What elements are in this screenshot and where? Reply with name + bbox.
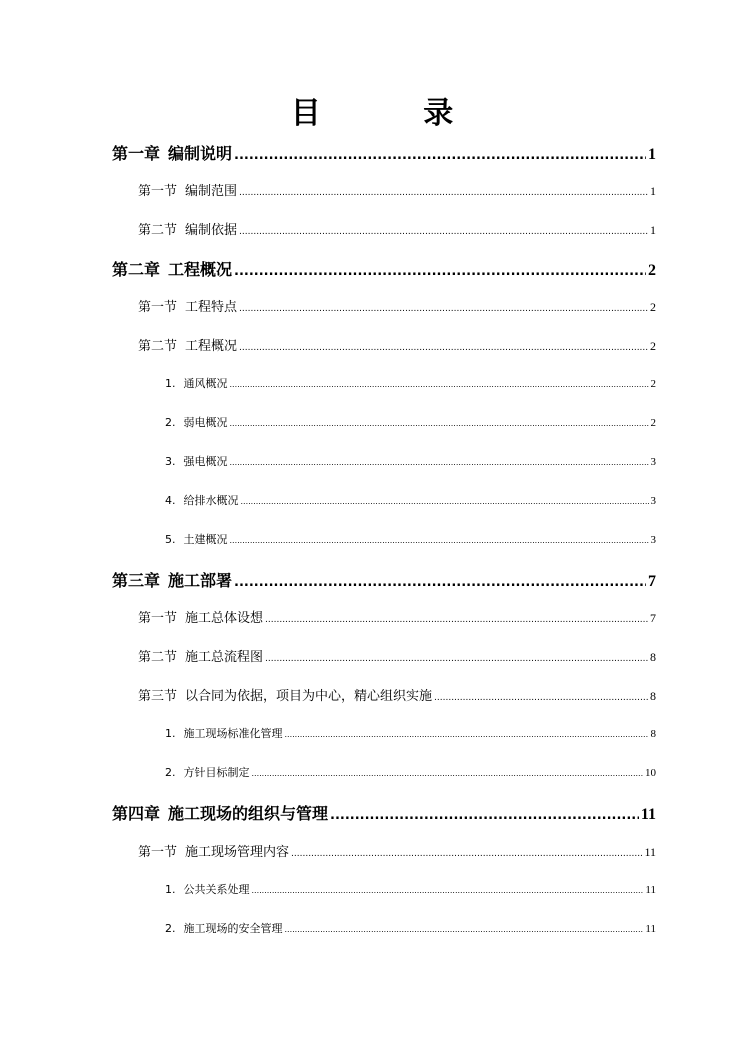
toc-label: 第一节 xyxy=(138,611,178,626)
toc-page-number: 2 xyxy=(650,378,656,390)
toc-label: 第四章 xyxy=(112,804,161,823)
dot-leader xyxy=(234,148,646,163)
toc-title: 施工现场的组织与管理 xyxy=(168,804,329,823)
dot-leader xyxy=(234,264,646,279)
toc-item-2-2-3[interactable] xyxy=(165,453,656,469)
toc-title: 公共关系处理 xyxy=(183,883,250,896)
toc-title: 施工总流程图 xyxy=(185,650,264,665)
toc-section-1-1[interactable] xyxy=(138,180,656,199)
toc-title: 编制说明 xyxy=(168,144,233,163)
page-title: 目 录 xyxy=(290,96,500,131)
toc-page-number: 8 xyxy=(650,689,656,703)
dot-leader xyxy=(230,536,649,545)
toc-page-number: 1 xyxy=(650,223,656,237)
toc-label: 第二节 xyxy=(138,650,178,665)
toc-page-number: 2 xyxy=(650,300,656,314)
toc-title: 方针目标制定 xyxy=(183,766,250,779)
toc-item-2-2-5[interactable] xyxy=(165,531,656,547)
toc-label: 1. xyxy=(165,883,176,896)
toc-chapter-1[interactable] xyxy=(112,141,656,164)
toc-section-4-1[interactable] xyxy=(138,841,656,860)
toc-item-4-1-1[interactable] xyxy=(165,881,656,897)
dot-leader xyxy=(230,458,649,467)
toc-page-number: 3 xyxy=(650,495,656,507)
dot-leader xyxy=(252,769,644,778)
toc-page-number: 2 xyxy=(650,339,656,353)
toc-page-number: 10 xyxy=(645,767,656,779)
toc-title: 给排水概况 xyxy=(183,494,239,507)
toc-label: 3. xyxy=(165,455,176,468)
toc-title: 施工现场的安全管理 xyxy=(183,922,283,935)
dot-leader xyxy=(434,693,648,703)
toc-page-number: 7 xyxy=(650,611,656,625)
toc-label: 2. xyxy=(165,416,176,429)
toc-label: 1. xyxy=(165,727,176,740)
toc-page-number: 7 xyxy=(648,573,656,590)
dot-leader xyxy=(230,380,649,389)
toc-section-1-2[interactable] xyxy=(138,219,656,238)
toc-label: 2. xyxy=(165,766,176,779)
toc-label: 第一节 xyxy=(138,845,178,860)
toc-title: 工程概况 xyxy=(185,339,238,354)
toc-page-number: 8 xyxy=(650,650,656,664)
toc-title: 通风概况 xyxy=(183,377,228,390)
toc-page-number: 2 xyxy=(648,262,656,279)
toc-label: 第三章 xyxy=(112,571,161,590)
dot-leader xyxy=(330,808,639,823)
toc-page-number: 3 xyxy=(650,456,656,468)
toc-page-number: 11 xyxy=(640,806,656,823)
toc-page-number: 3 xyxy=(650,534,656,546)
toc-title: 编制范围 xyxy=(185,184,238,199)
toc-section-3-2[interactable] xyxy=(138,646,656,665)
toc-label: 第一节 xyxy=(138,184,178,199)
toc-page-number: 11 xyxy=(644,845,656,859)
toc-item-3-3-2[interactable] xyxy=(165,764,656,780)
toc-chapter-2[interactable] xyxy=(112,257,656,280)
dot-leader xyxy=(234,575,646,590)
dot-leader xyxy=(291,849,642,859)
toc-item-2-2-2[interactable] xyxy=(165,414,656,430)
toc-title: 工程概况 xyxy=(168,260,233,279)
dot-leader xyxy=(252,886,644,895)
toc-label: 第一节 xyxy=(138,300,178,315)
toc-section-2-2[interactable] xyxy=(138,335,656,354)
toc-item-4-1-2[interactable] xyxy=(165,920,656,936)
toc-label: 第二章 xyxy=(112,260,161,279)
toc-section-3-3[interactable] xyxy=(138,685,656,704)
dot-leader xyxy=(239,304,648,314)
toc-title: 施工总体设想 xyxy=(185,611,264,626)
toc-title: 工程特点 xyxy=(185,300,238,315)
dot-leader xyxy=(285,730,649,739)
toc-label: 第一章 xyxy=(112,144,161,163)
dot-leader xyxy=(285,925,644,934)
toc-label: 第二节 xyxy=(138,339,178,354)
toc-title: 以合同为依据，项目为中心，精心组织实施 xyxy=(185,689,433,704)
toc-item-2-2-4[interactable] xyxy=(165,492,656,508)
toc-label: 4. xyxy=(165,494,176,507)
toc-chapter-3[interactable] xyxy=(112,568,656,591)
toc-page-number: 1 xyxy=(650,184,656,198)
toc-title: 强电概况 xyxy=(183,455,228,468)
toc-title: 弱电概况 xyxy=(183,416,228,429)
toc-title: 土建概况 xyxy=(183,533,228,546)
toc-section-3-1[interactable] xyxy=(138,607,656,626)
toc-item-3-3-1[interactable] xyxy=(165,725,656,741)
toc-label: 5. xyxy=(165,533,176,546)
dot-leader xyxy=(241,497,649,506)
toc-page-number: 11 xyxy=(645,884,656,896)
dot-leader xyxy=(230,419,649,428)
toc-title: 施工部署 xyxy=(168,571,233,590)
toc-page-number: 1 xyxy=(648,146,656,163)
toc-title: 施工现场管理内容 xyxy=(185,845,290,860)
dot-leader xyxy=(239,227,648,237)
dot-leader xyxy=(239,188,648,198)
dot-leader xyxy=(265,654,648,664)
toc-label: 1. xyxy=(165,377,176,390)
toc-page-number: 11 xyxy=(645,923,656,935)
toc-label: 第三节 xyxy=(138,689,178,704)
toc-page-number: 8 xyxy=(650,728,656,740)
toc-item-2-2-1[interactable] xyxy=(165,375,656,391)
toc-label: 2. xyxy=(165,922,176,935)
toc-label: 第二节 xyxy=(138,223,178,238)
dot-leader xyxy=(265,615,648,625)
toc-chapter-4[interactable] xyxy=(112,801,656,824)
toc-title: 编制依据 xyxy=(185,223,238,238)
toc-title: 施工现场标准化管理 xyxy=(183,727,283,740)
toc-section-2-1[interactable] xyxy=(138,296,656,315)
toc-page-number: 2 xyxy=(650,417,656,429)
dot-leader xyxy=(239,343,648,353)
